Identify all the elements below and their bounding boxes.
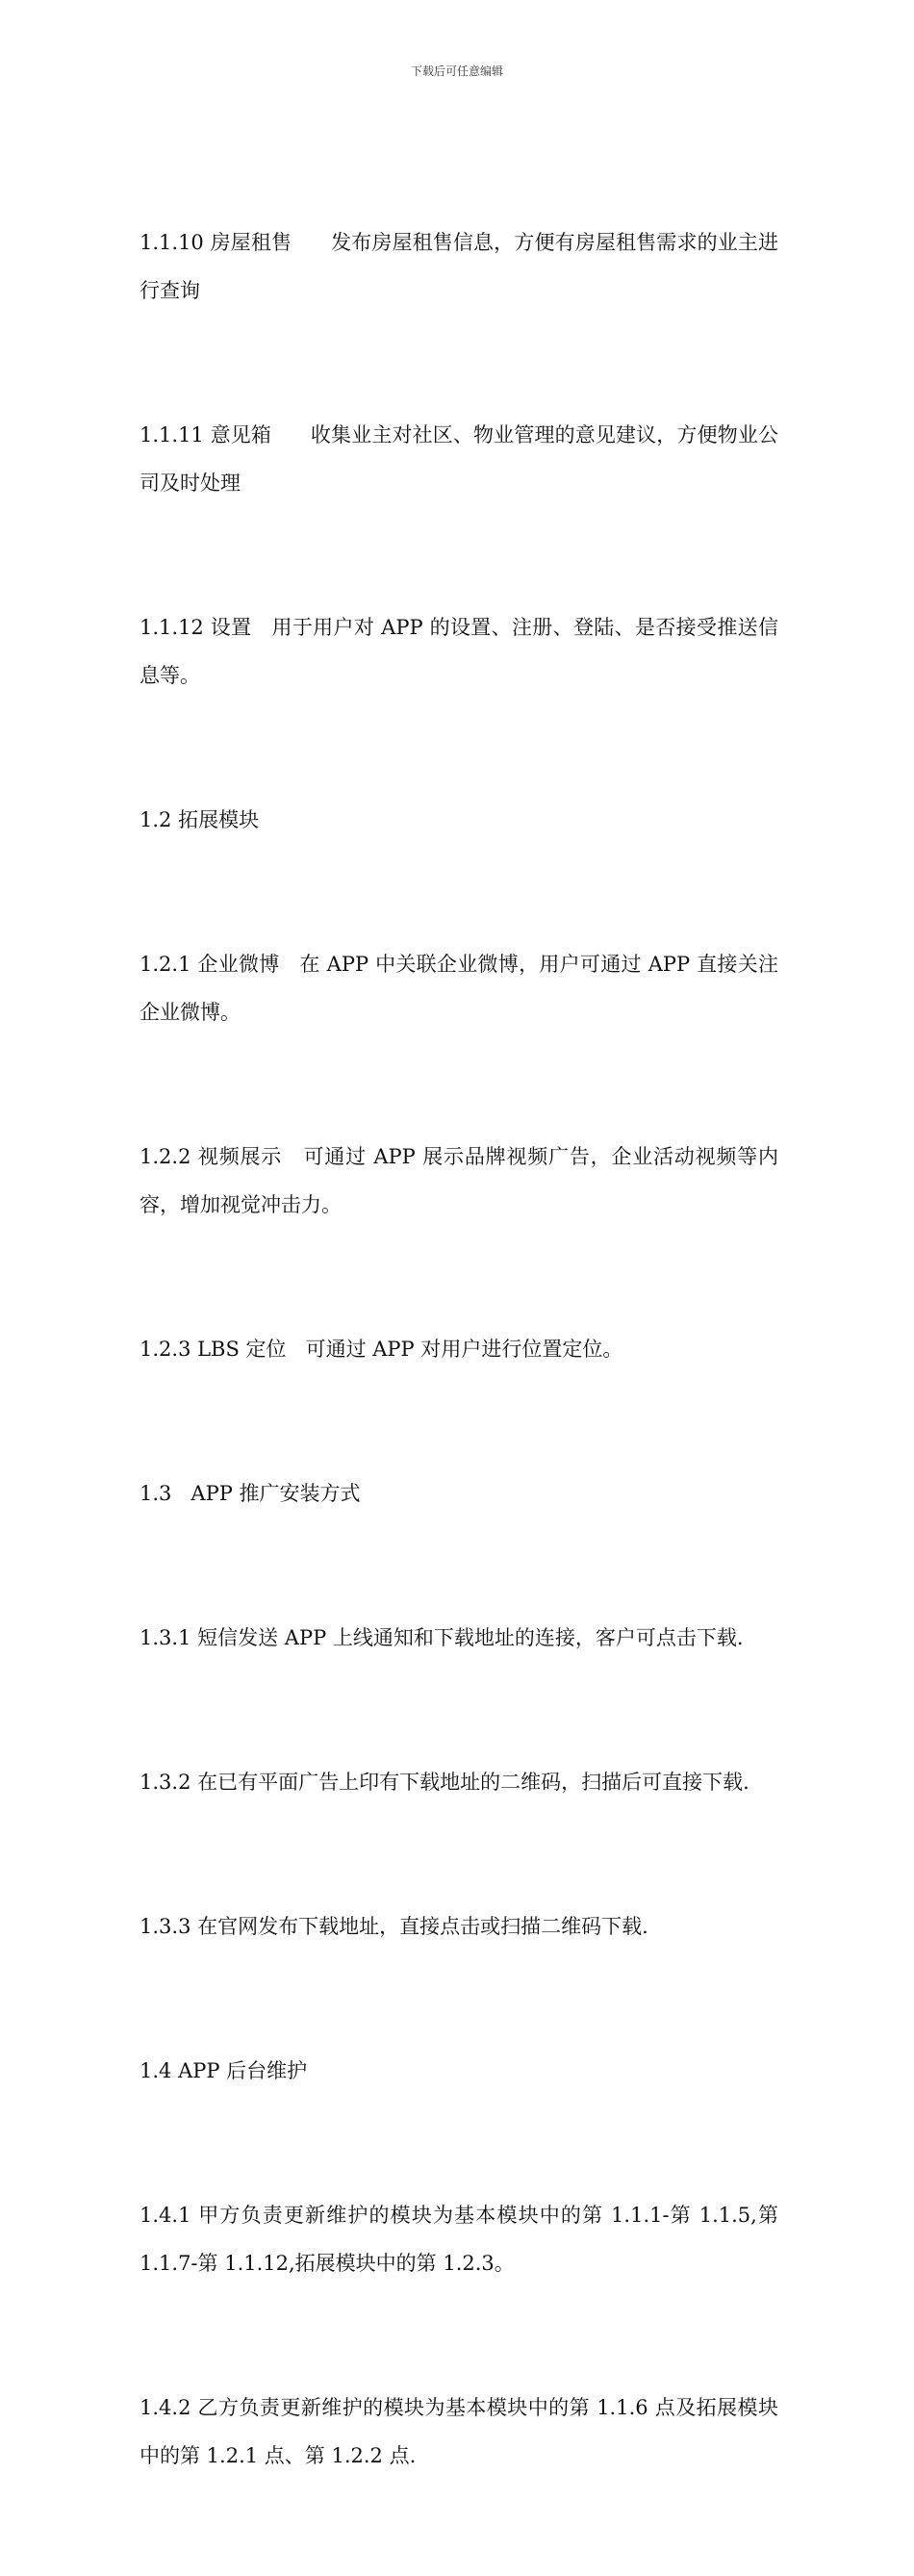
paragraph-1-3-2: 1.3.2 在已有平面广告上印有下载地址的二维码，扫描后可直接下载. (140, 1771, 749, 1794)
paragraph-1-1-12: 1.1.12 设置 用于用户对 APP 的设置、注册、登陆、是否接受推送信息等。 (140, 616, 778, 687)
paragraph-1-3-1: 1.3.1 短信发送 APP 上线通知和下载地址的连接，客户可点击下载. (140, 1626, 744, 1649)
paragraph-1-3-3: 1.3.3 在官网发布下载地址，直接点击或扫描二维码下载. (140, 1915, 648, 1938)
heading-1-4: 1.4 APP 后台维护 (140, 2059, 308, 2082)
paragraph-1-2-3: 1.2.3 LBS 定位 可通过 APP 对用户进行位置定位。 (140, 1338, 623, 1361)
document-body (140, 122, 785, 2576)
heading-1-3: 1.3 APP 推广安装方式 (140, 1482, 361, 1505)
paragraph-1-2-2: 1.2.2 视频展示 可通过 APP 展示品牌视频广告，企业活动视频等内容，增加视觉冲击力。 (140, 1145, 778, 1216)
page-header: 下载后可任意编辑 (410, 64, 503, 78)
paragraph-1-1-11: 1.1.11 意见箱 收集业主对社区、物业管理的意见建议，方便物业公司及时处理 (140, 423, 778, 495)
heading-1-2: 1.2 拓展模块 (140, 808, 260, 831)
paragraph-1-4-1: 1.4.1 甲方负责更新维护的模块为基本模块中的第 1.1.1-第 1.1.5,第 1.1.7-第 1.1.12,拓展模块中的第 1.2.3。 (140, 2204, 785, 2275)
paragraph-1-4-2: 1.4.2 乙方负责更新维护的模块为基本模块中的第 1.1.6 点及拓展模块中的第 1.2.1 点、第 1.2.2 点. (140, 2396, 778, 2467)
paragraph-1-2-1: 1.2.1 企业微博 在 APP 中关联企业微博，用户可通过 APP 直接关注企业微博。 (140, 953, 778, 1024)
paragraph-1-1-10: 1.1.10 房屋租售 发布房屋租售信息，方便有房屋租售需求的业主进行查询 (140, 231, 778, 302)
